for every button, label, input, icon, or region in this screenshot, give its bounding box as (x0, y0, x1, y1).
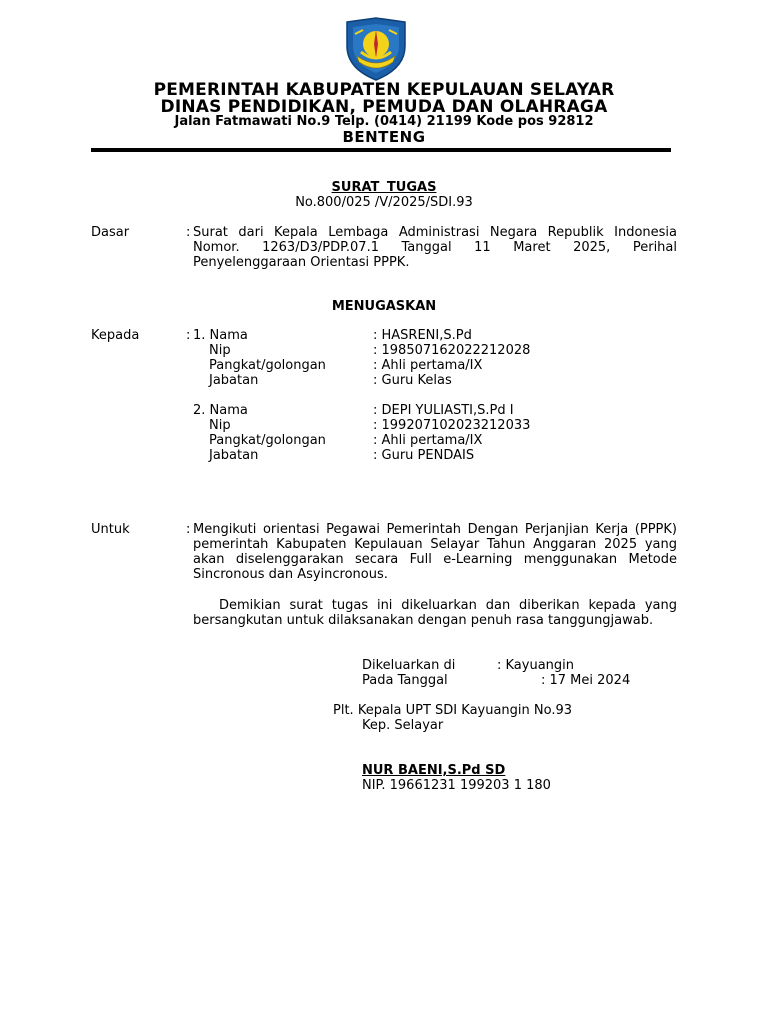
person1-nip-label: Nip (209, 343, 231, 358)
person1-nip: : 198507162022212028 (373, 343, 531, 358)
issued-date: : 17 Mei 2024 (541, 673, 631, 688)
letter-number: No.800/025 /V/2025/SDI.93 (295, 195, 473, 210)
untuk-label: Untuk (91, 522, 130, 537)
signatory-name: NUR BAENI,S.Pd SD (362, 763, 506, 778)
person1-rank-label: Pangkat/golongan (209, 358, 326, 373)
letterhead-department: DINAS PENDIDIKAN, PEMUDA DAN OLAHRAGA (160, 97, 608, 117)
kepada-colon: : (186, 328, 191, 343)
letterhead-address: Jalan Fatmawati No.9 Telp. (0414) 21199 Kode pos 92812 (174, 114, 594, 129)
issued-place: : Kayuangin (497, 658, 575, 673)
person1-position-label: Jabatan (209, 373, 259, 388)
menugaskan-heading: MENUGASKAN (331, 299, 437, 314)
dasar-label: Dasar (91, 225, 130, 240)
person2-position-label: Jabatan (209, 448, 259, 463)
signatory-title: Plt. Kepala UPT SDI Kayuangin No.93 (333, 703, 573, 718)
person1-name: : HASRENI,S.Pd (373, 328, 472, 343)
person2-position: : Guru PENDAIS (373, 448, 475, 463)
letterhead-government: PEMERINTAH KABUPATEN KEPULAUAN SELAYAR (153, 80, 615, 100)
kepada-label: Kepada (91, 328, 140, 343)
dasar-text: Surat dari Kepala Lembaga Administrasi Negara Republik Indonesia Nomor. 1263/D3/PDP.07.1 Tanggal 11 Maret 2025, Perihal Penyelenggaraan Orientasi PPPK. (193, 225, 677, 270)
person2-name-label: 2. Nama (193, 403, 248, 418)
person2-rank-label: Pangkat/golongan (209, 433, 326, 448)
closing-paragraph: Demikian surat tugas ini dikeluarkan dan diberikan kepada yang bersangkutan untuk dilaksanakan dengan penuh rasa tanggungjawab. (193, 598, 677, 628)
issued-place-label: Dikeluarkan di (362, 658, 456, 673)
letterhead-divider (91, 148, 671, 152)
dasar-colon: : (186, 225, 191, 240)
untuk-colon: : (186, 522, 191, 537)
person2-nip: : 199207102023212033 (373, 418, 531, 433)
person2-nip-label: Nip (209, 418, 231, 433)
regency-crest-icon (343, 16, 409, 82)
person2-rank: : Ahli pertama/IX (373, 433, 483, 448)
person1-name-label: 1. Nama (193, 328, 248, 343)
letter-title: SURAT TUGAS (331, 180, 437, 195)
signatory-region: Kep. Selayar (362, 718, 444, 733)
letterhead-city: BENTENG (342, 128, 426, 146)
person2-name: : DEPI YULIASTI,S.Pd I (373, 403, 514, 418)
person1-rank: : Ahli pertama/IX (373, 358, 483, 373)
untuk-text: Mengikuti orientasi Pegawai Pemerintah Dengan Perjanjian Kerja (PPPK) pemerintah Kabupaten Kepulauan Selayar Tahun Anggaran 2025 yang akan diselenggarakan secara Full e-Learning menggunakan Metode Sincronous dan Asyincronous. (193, 522, 677, 582)
person1-position: : Guru Kelas (373, 373, 452, 388)
issued-date-label: Pada Tanggal (362, 673, 448, 688)
signatory-nip: NIP. 19661231 199203 1 180 (362, 778, 551, 793)
